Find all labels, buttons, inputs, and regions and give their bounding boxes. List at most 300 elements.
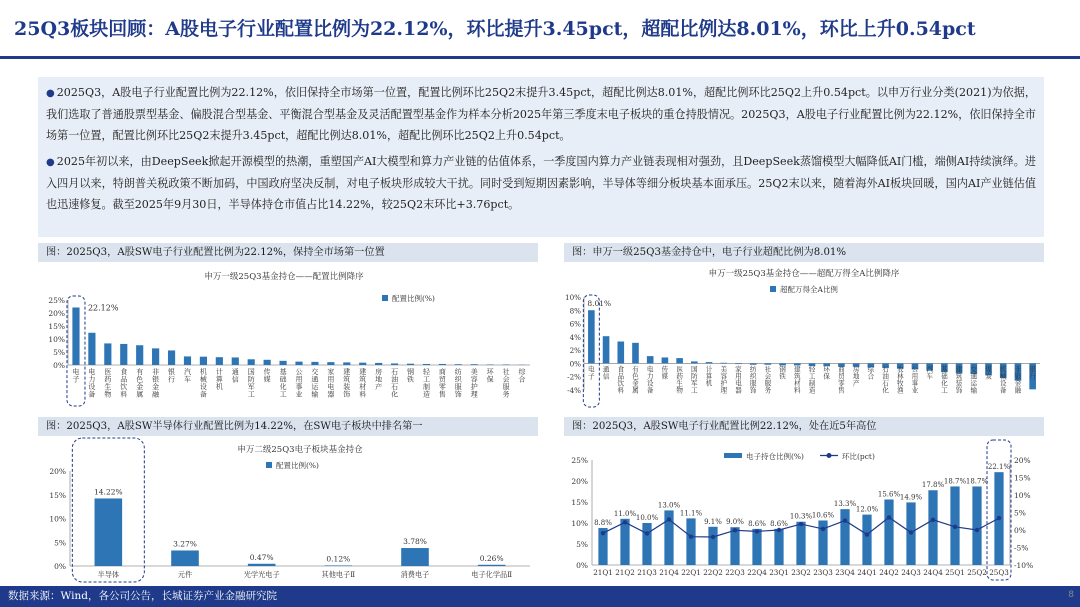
tick-char: 林	[896, 372, 904, 381]
tick-char: 色	[632, 372, 639, 381]
x-tick-label: 24Q1	[857, 568, 877, 577]
y2-tick-label: 15%	[1014, 473, 1031, 483]
x-tick-label: 电子化学品Ⅱ	[471, 570, 513, 579]
bullet-icon: ●	[46, 157, 55, 168]
tick-char: 容	[470, 375, 478, 384]
data-label: 22.12%	[87, 303, 119, 313]
y-tick-label: 8%	[569, 306, 581, 316]
tick-char: 售	[438, 390, 446, 399]
tick-char: 金	[632, 379, 639, 388]
tick-char: 属	[136, 390, 144, 399]
y-tick-label: 4%	[569, 332, 581, 342]
panel-sub-industry	[38, 417, 538, 583]
tick-char: 药	[676, 372, 683, 381]
data-label: 8.6%	[770, 519, 788, 528]
bar	[184, 356, 191, 365]
line-point	[645, 531, 649, 535]
tick-char: 家	[735, 365, 742, 374]
tick-char: 媒	[661, 372, 669, 381]
tick-char: 料	[120, 390, 128, 399]
tick-char: 算	[215, 375, 223, 384]
x-tick-label	[985, 364, 992, 380]
summary-text-2: 2025年初以来，由DeepSeek掀起开源模型的热潮，重塑国产AI大模型和算力产业链的估值体系，一季度国内算力产业链表现相对强劲，且DeepSeek蒸馏模型大幅降低AI门槛，端侧AI持续演绎。进入四月以来，特朗普关税政策不断加码，中国政府坚决反制，对电子板块形成较大干扰。同时受到短期因素影响，半导体等细分板块基本面承压。25Q2末以来，随着海外AI板块回暖，国内AI产业链估值也迅速修复。截至2025年9月30日，半导体持仓市值占比14.22%，较25Q2末环比+3.76pct。	[46, 155, 1036, 211]
tick-char: 基	[279, 368, 287, 376]
tick-char: 环	[823, 365, 831, 374]
tick-char: 金	[152, 383, 160, 391]
tick-char: 社	[502, 368, 510, 376]
tick-char: 信	[231, 375, 239, 384]
tick-char: 建	[343, 368, 351, 376]
bar	[152, 348, 159, 365]
x-tick-label	[838, 364, 845, 394]
x-tick-label	[311, 367, 319, 399]
bar	[730, 527, 739, 565]
tick-char: 食	[120, 368, 128, 376]
tick-char: 设	[199, 383, 207, 391]
bar	[359, 363, 366, 365]
tick-char: 用	[911, 372, 919, 381]
tick-char: 国	[691, 365, 698, 374]
tick-char: 护	[470, 383, 478, 391]
x-tick-label	[735, 364, 742, 394]
bar	[647, 356, 654, 363]
x-tick-label: 21Q4	[659, 568, 679, 577]
data-label: 13.0%	[657, 501, 681, 510]
x-tick-label	[632, 364, 639, 394]
line-point	[601, 531, 605, 535]
tick-char: 商	[838, 365, 845, 374]
bar	[455, 364, 462, 365]
tick-char: 铁	[407, 375, 415, 384]
x-tick-label: 21Q3	[637, 568, 657, 577]
data-label: 3.78%	[403, 537, 427, 547]
chart-overweight	[564, 262, 1044, 413]
bar	[439, 364, 446, 365]
legend-label: 电子持仓比例(%)	[746, 452, 804, 461]
tick-char: 电	[646, 365, 654, 374]
x-tick-label	[232, 367, 239, 384]
x-tick-label	[823, 365, 830, 380]
legend-label: 超配万得全A比例	[780, 285, 838, 294]
summary-text-1: 2025Q3，A股电子行业配置比例为22.12%，依旧保持全市场第一位置，配置比例环比25Q2末提升3.45pct，超配比例达8.01%，超配比例环比25Q2上升0.54pct。以申万行业分类(2021)为依据，我们选取了普通股票型基金、偏股混合型基金、平衡混合型基金及灵活配置型基金作为样本分析2025年第三季度末电子板块的重仓持股情况。2025Q3，A股电子行业配置比例为22.12%，依旧保持全市场第一位置，配置比例环比25Q2末提升3.45pct，超配比例达8.01%，超配比例环比25Q2上升0.54pct。	[46, 86, 1036, 142]
tick-char: 备	[999, 386, 1007, 395]
tick-char: 煤	[985, 365, 992, 374]
x-tick-label	[407, 367, 414, 384]
line-point	[755, 529, 759, 533]
tick-char: 建	[359, 368, 367, 376]
tick-char: 业	[911, 386, 919, 395]
x-tick-label	[691, 364, 698, 394]
tick-char: 电	[735, 379, 742, 388]
tick-char: 医	[104, 368, 112, 376]
x-tick-label	[720, 364, 727, 394]
tick-char: 农	[896, 365, 904, 374]
bar	[503, 364, 510, 365]
tick-char: 化	[941, 379, 948, 388]
bar	[407, 364, 414, 365]
tick-char: 筑	[793, 372, 801, 381]
y-tick-label: 0%	[53, 361, 65, 370]
tick-char: 电	[327, 383, 335, 391]
bar	[95, 498, 123, 566]
tick-char: 纺	[749, 365, 757, 374]
tick-char: 设	[88, 383, 96, 391]
footer-source: 数据来源：Wind，各公司公告，长城证券产业金融研究院	[8, 590, 277, 602]
tick-char: 制	[808, 379, 816, 388]
bar	[478, 565, 506, 566]
bar	[884, 499, 893, 565]
data-label: 11.1%	[679, 509, 703, 518]
data-label: 12.0%	[855, 505, 879, 514]
footer-bar	[0, 586, 1080, 607]
bar	[471, 364, 478, 365]
bar	[708, 527, 717, 565]
tick-char: 服	[502, 383, 510, 391]
caption-overweight: 图：申万一级25Q3基金持仓中，电子行业超配比例为8.01%	[564, 243, 1044, 262]
tick-char: 食	[617, 365, 625, 374]
tick-char: 军	[247, 383, 255, 391]
tick-char: 零	[438, 383, 446, 391]
bar	[136, 345, 143, 365]
tick-char: 售	[838, 386, 845, 395]
page-number: 8	[1068, 590, 1074, 600]
data-label: 8.6%	[748, 519, 766, 528]
chart-title: 申万一级25Q3基金持仓——超配万得全A比例降序	[708, 269, 900, 279]
data-label: 18.7%	[965, 477, 989, 486]
x-tick-label	[750, 364, 757, 394]
x-tick-label: 23Q4	[835, 568, 855, 577]
bar	[200, 357, 207, 365]
tick-char: 业	[295, 390, 303, 399]
tick-char: 通	[602, 365, 610, 374]
x-tick-label	[343, 367, 350, 399]
line-point	[689, 534, 693, 538]
x-tick-label: 22Q2	[703, 568, 723, 577]
tick-char: 服	[764, 379, 772, 388]
line-point	[975, 528, 979, 532]
y2-tick-label: 10%	[1014, 491, 1031, 500]
x-tick-label	[1015, 364, 1022, 394]
bar	[972, 486, 981, 565]
bar	[311, 362, 318, 365]
tick-char: 料	[359, 390, 367, 399]
tick-char: 服	[454, 383, 462, 391]
y-tick-label: 2%	[569, 346, 581, 356]
bar	[264, 360, 271, 365]
tick-char: 饮	[120, 383, 128, 391]
line-point	[931, 518, 935, 522]
tick-char: 公	[911, 365, 919, 374]
tick-char: 运	[970, 379, 978, 388]
x-tick-label: 半导体	[97, 570, 120, 579]
tick-char: 备	[199, 390, 207, 399]
x-tick-label: 消费电子	[400, 570, 430, 579]
tick-char: 工	[247, 390, 255, 399]
line-point	[843, 518, 847, 522]
tick-char: 汽	[183, 368, 191, 376]
tick-char: 合	[867, 372, 875, 381]
bar	[104, 343, 111, 365]
tick-char: 化	[279, 383, 287, 391]
legend-marker	[827, 453, 832, 458]
line-point	[777, 528, 781, 532]
tick-char: 信	[602, 372, 610, 381]
data-label: 9.1%	[704, 517, 722, 526]
tick-char: 材	[359, 383, 367, 391]
tick-char: 电	[588, 365, 595, 374]
data-label: 18.7%	[943, 477, 967, 486]
legend-swatch	[770, 286, 776, 292]
data-label: 22.1%	[987, 463, 1011, 472]
tick-char: 综	[867, 365, 875, 374]
tick-char: 轻	[422, 368, 430, 376]
x-tick-label: 24Q2	[879, 568, 899, 577]
bar	[72, 307, 79, 365]
y-tick-label: 25%	[48, 296, 65, 305]
legend-label: 配置比例(%)	[392, 294, 435, 303]
x-tick-label	[455, 367, 463, 399]
tick-char: 容	[720, 372, 728, 381]
bar	[588, 310, 595, 363]
bar	[216, 357, 223, 365]
tick-char: 轻	[808, 365, 816, 374]
x-tick-label	[439, 367, 447, 399]
tick-char: 地	[852, 372, 860, 381]
tick-char: 美	[720, 365, 728, 374]
data-label: 3.27%	[173, 539, 197, 549]
x-tick-label	[136, 367, 143, 399]
tick-char: 饰	[454, 390, 462, 399]
tick-char: 贸	[838, 372, 845, 381]
bar	[686, 518, 695, 565]
tick-char: 工	[279, 390, 287, 399]
tick-char: 服	[749, 379, 757, 388]
y-tick-label: 10%	[571, 519, 588, 528]
line-point	[821, 527, 825, 531]
tick-char: 物	[104, 390, 112, 399]
line-point	[953, 525, 957, 529]
x-tick-label	[104, 368, 111, 399]
bar	[171, 550, 199, 566]
tick-char: 化	[882, 386, 889, 395]
y-tick-label: 10%	[48, 335, 65, 344]
bar	[327, 362, 334, 365]
bar	[343, 362, 350, 365]
y-tick-label: 20%	[49, 467, 66, 476]
x-tick-label: 21Q1	[593, 568, 613, 577]
tick-char: 品	[617, 372, 625, 381]
data-label: 0.12%	[326, 554, 351, 564]
tick-char: 造	[422, 390, 430, 399]
x-tick-label	[375, 367, 382, 391]
x-tick-label	[588, 364, 595, 380]
tick-char: 电	[72, 368, 80, 376]
x-tick-label	[423, 367, 431, 399]
title-divider	[0, 56, 1080, 59]
bar	[796, 522, 805, 565]
panel-industry-allocation	[38, 243, 538, 413]
chart-history	[564, 436, 1044, 583]
tick-char: 传	[661, 365, 669, 374]
x-tick-label: 25Q3	[989, 568, 1009, 577]
x-tick-label	[264, 367, 271, 384]
tick-char: 炭	[985, 372, 992, 381]
tick-char: 产	[375, 383, 383, 391]
panel-history	[564, 417, 1044, 583]
data-label: 8.8%	[594, 519, 612, 528]
x-tick-label: 元件	[177, 570, 193, 579]
tick-char: 通	[311, 375, 319, 384]
x-tick-label	[603, 364, 610, 380]
tick-char: 物	[676, 386, 683, 395]
x-tick-label	[471, 367, 478, 399]
tick-char: 药	[104, 375, 112, 384]
legend-swatch	[266, 462, 272, 468]
tick-char: 商	[438, 368, 446, 376]
line-point	[711, 535, 715, 539]
bar	[632, 343, 639, 364]
tick-char: 金	[136, 383, 144, 391]
legend-swatch	[382, 295, 388, 301]
x-tick-label	[152, 367, 160, 399]
x-tick-label	[487, 368, 495, 384]
y-tick-label: 15%	[48, 322, 65, 331]
y-tick-label: 5%	[53, 348, 65, 357]
y-tick-label: 5%	[576, 540, 588, 549]
tick-char: 银	[168, 368, 176, 376]
tick-char: 贸	[438, 375, 446, 384]
tick-char: 工	[422, 375, 430, 384]
y2-tick-label: 5%	[1014, 508, 1026, 518]
tick-char: 环	[486, 368, 494, 376]
tick-char: 机	[705, 379, 713, 388]
bar	[840, 509, 849, 565]
tick-char: 车	[926, 372, 933, 381]
tick-char: 综	[518, 368, 526, 376]
tick-char: 理	[720, 386, 728, 395]
y-tick-label: 15%	[571, 498, 588, 507]
bar	[928, 490, 937, 565]
tick-char: 媒	[263, 375, 271, 384]
tick-char: 础	[279, 375, 287, 384]
data-label: 13.3%	[833, 500, 857, 509]
data-label: 9.0%	[726, 518, 744, 527]
tick-char: 石	[882, 365, 889, 374]
tick-char: 理	[470, 390, 478, 399]
y-tick-label: -2%	[567, 372, 581, 382]
data-label: 11.0%	[613, 509, 637, 518]
tick-char: 石	[882, 379, 889, 388]
tick-char: 设	[646, 379, 654, 388]
caption-history: 图：2025Q3，A股SW电子行业配置比例22.12%，处在近5年高位	[564, 417, 1044, 436]
bar	[662, 357, 669, 363]
tick-char: 饰	[343, 390, 351, 399]
tick-char: 事	[911, 379, 919, 388]
data-label: 0.26%	[479, 553, 504, 563]
x-tick-label: 25Q1	[945, 568, 965, 577]
x-tick-label	[941, 364, 948, 394]
x-tick-label	[956, 364, 963, 394]
x-tick-label	[168, 367, 175, 384]
tick-char: 子	[588, 372, 595, 381]
tick-char: 行	[1029, 372, 1036, 381]
tick-char: 油	[391, 375, 399, 384]
x-tick-label: 23Q3	[813, 568, 833, 577]
tick-char: 融	[152, 390, 160, 399]
tick-char: 事	[295, 383, 303, 391]
line-point	[733, 528, 737, 532]
bar	[676, 358, 683, 363]
x-tick-label	[88, 367, 95, 399]
tick-char: 饰	[749, 386, 757, 395]
tick-char: 石	[391, 368, 399, 376]
y2-tick-label: 20%	[1014, 456, 1031, 465]
x-tick-label	[617, 364, 624, 394]
tick-char: 公	[295, 368, 303, 376]
y2-tick-label: -10%	[1014, 561, 1034, 570]
x-tick-label: 24Q4	[923, 568, 943, 577]
tick-char: 运	[311, 383, 319, 391]
x-tick-label	[184, 367, 191, 384]
bar	[603, 336, 610, 363]
data-label: 10.3%	[789, 512, 813, 521]
bar	[620, 519, 629, 565]
bar	[168, 350, 175, 365]
tick-char: 石	[391, 383, 399, 391]
x-tick-label: 22Q4	[747, 568, 767, 577]
data-label: 0.47%	[249, 552, 274, 562]
y-tick-label: 0%	[569, 359, 581, 369]
tick-char: 机	[215, 383, 223, 391]
x-tick-label	[971, 364, 978, 394]
y-tick-label: 5%	[54, 538, 66, 548]
tick-char: 工	[941, 386, 948, 395]
bar	[248, 564, 276, 566]
data-label: 8.01%	[587, 299, 612, 309]
chart-sub-industry	[38, 436, 538, 583]
tick-char: 设	[999, 379, 1007, 388]
x-tick-label	[662, 364, 669, 380]
tick-char: 筑	[359, 375, 367, 384]
x-tick-label	[503, 367, 510, 399]
tick-char: 制	[422, 383, 430, 391]
caption-industry-allocation: 图：2025Q3，A股SW电子行业配置比例为22.12%，保持全市场第一位置	[38, 243, 538, 262]
x-tick-label	[882, 365, 889, 394]
x-tick-label	[765, 364, 772, 394]
tick-char: 饰	[955, 386, 963, 395]
y-tick-label: 10%	[565, 293, 581, 302]
y-tick-label: 6%	[569, 319, 581, 329]
tick-char: 械	[999, 372, 1007, 381]
tick-char: 化	[391, 390, 399, 399]
bar	[325, 565, 353, 566]
line-point	[623, 520, 627, 524]
x-tick-label	[248, 367, 255, 399]
y-tick-label: 15%	[49, 490, 66, 500]
tick-char: 工	[808, 372, 816, 381]
page-title: 25Q3板块回顾：A股电子行业配置比例为22.12%，环比提升3.45pct，超配比例达8.01%，环比上升0.54pct	[14, 18, 976, 40]
bar	[295, 362, 302, 365]
bar	[720, 363, 727, 364]
tick-char: 务	[764, 386, 772, 395]
bar	[774, 529, 783, 565]
tick-char: 基	[941, 365, 948, 374]
tick-char: 输	[311, 390, 319, 399]
tick-char: 织	[454, 375, 462, 384]
tick-char: 合	[518, 375, 526, 384]
tick-char: 房	[852, 365, 860, 374]
tick-char: 装	[343, 383, 351, 391]
